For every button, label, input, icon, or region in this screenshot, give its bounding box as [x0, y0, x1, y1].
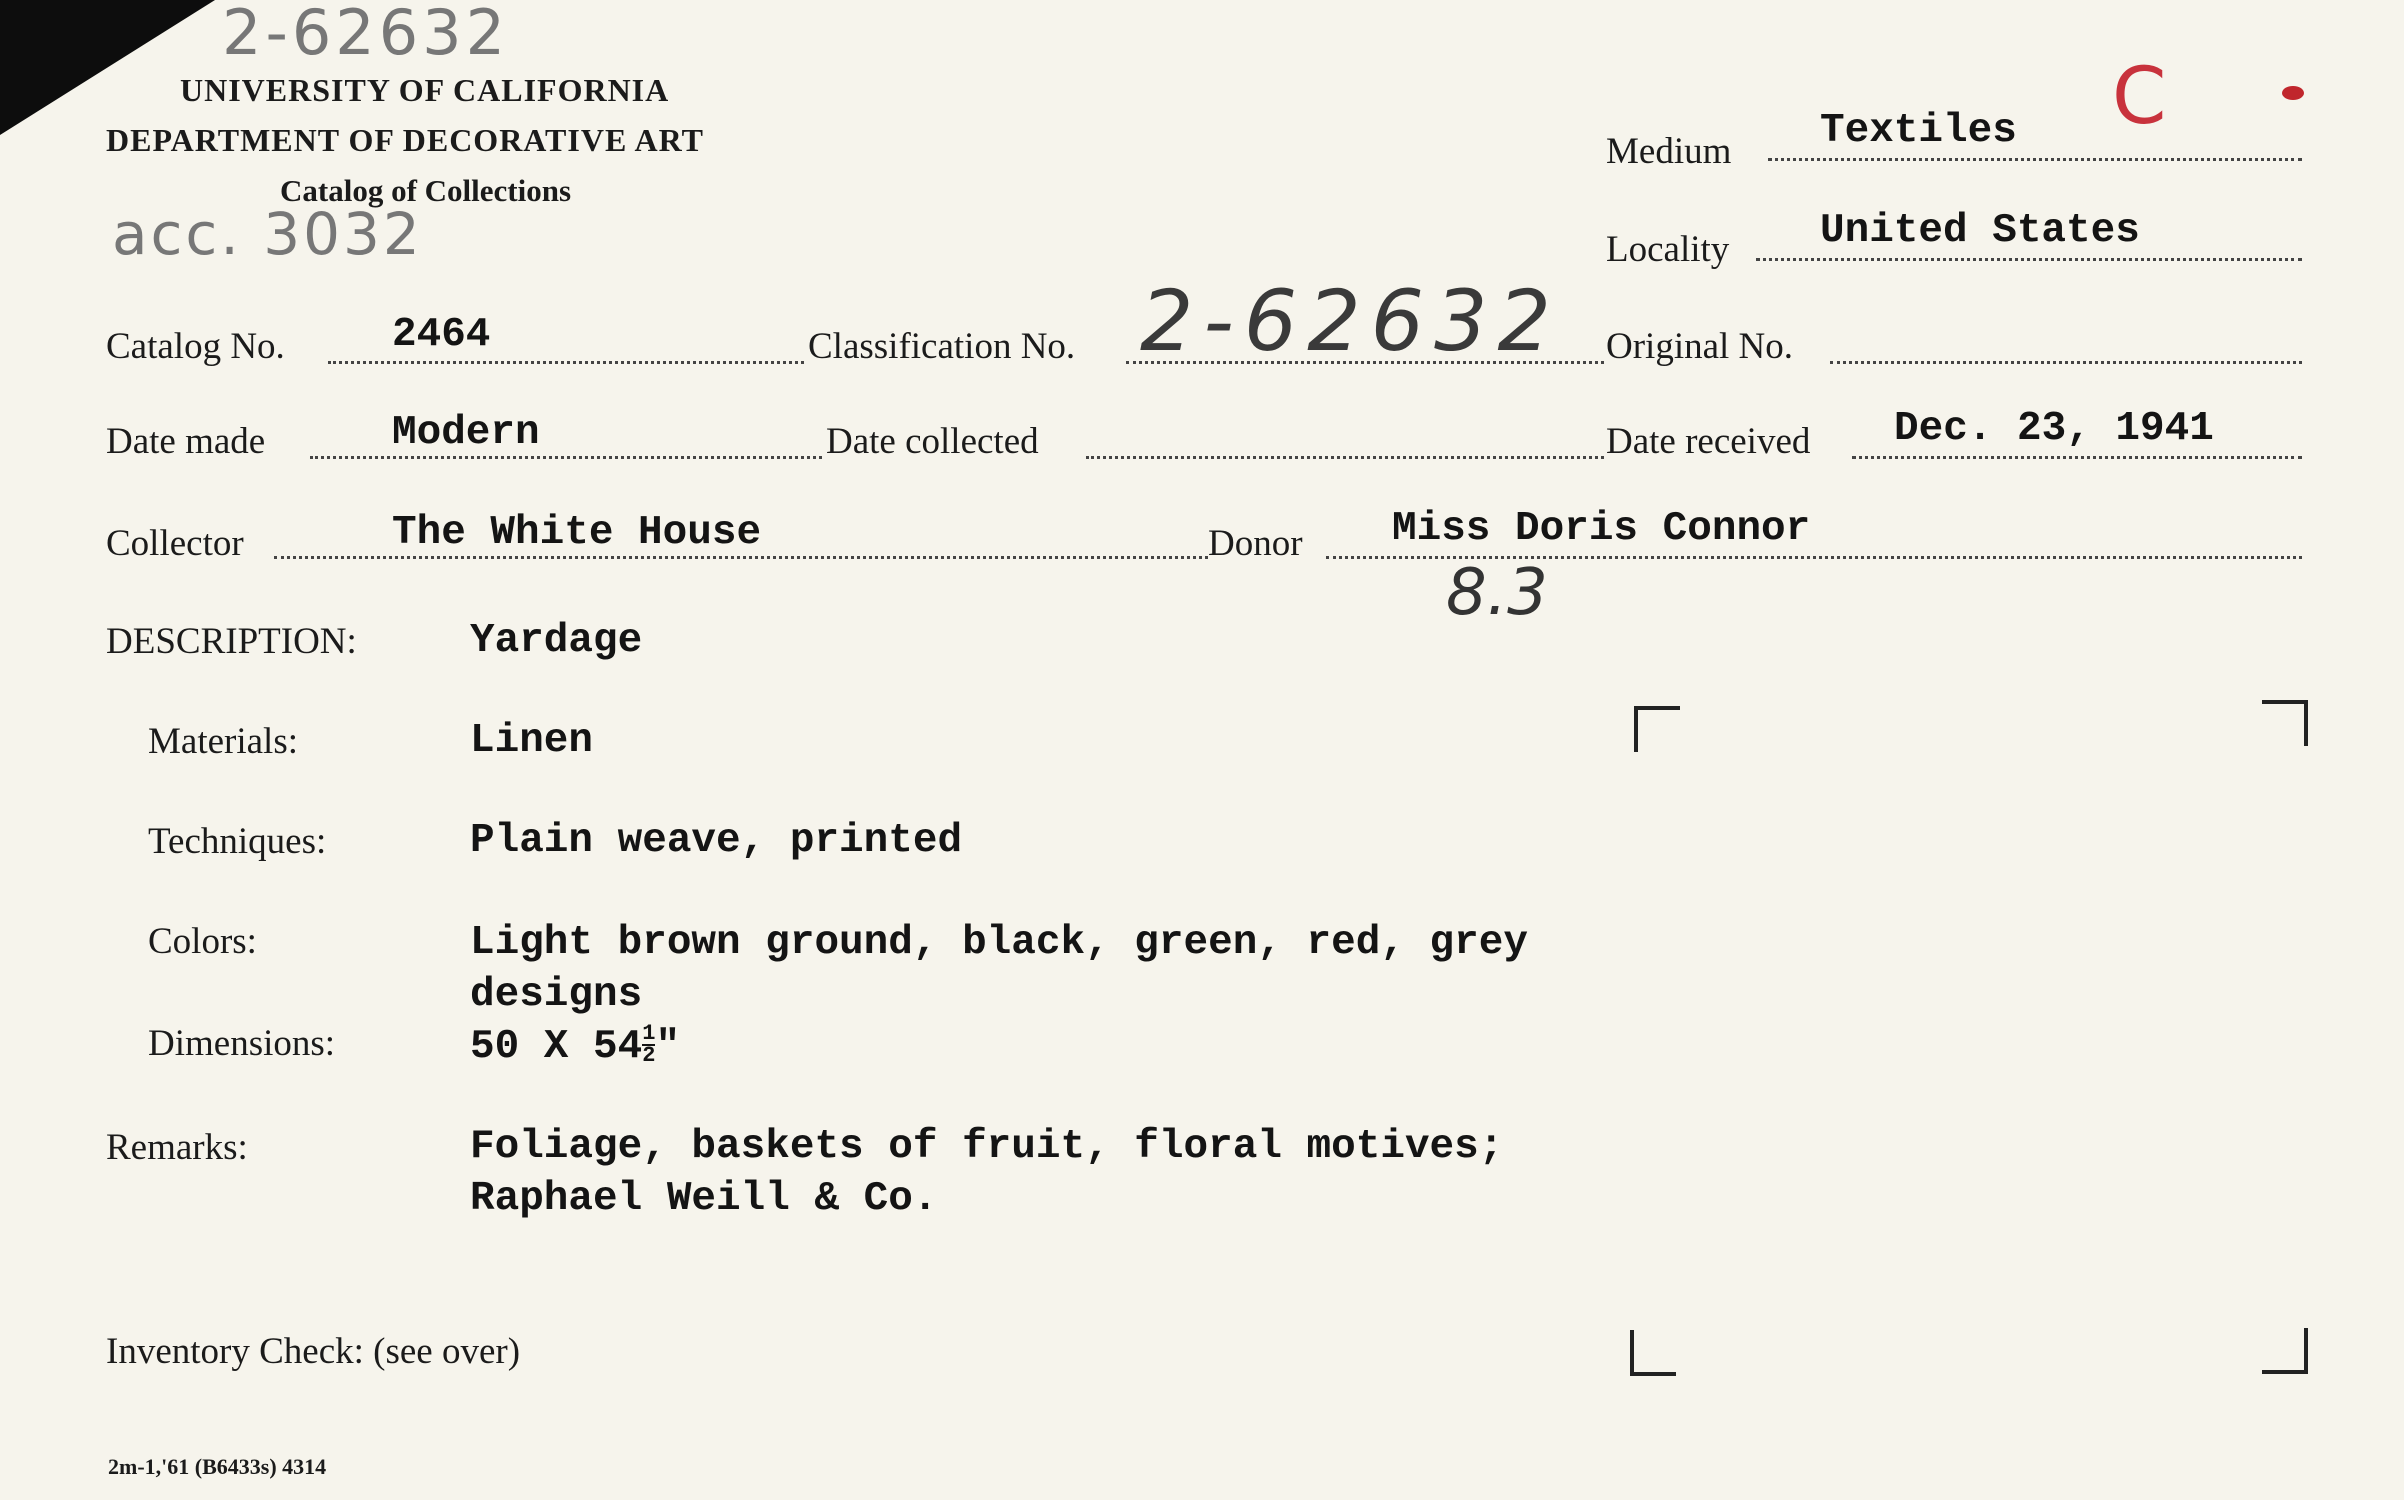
- dimensions-label: Dimensions:: [148, 1023, 336, 1064]
- classification-no-handwritten: 2-62632: [1140, 272, 1561, 370]
- colors-value-line1: Light brown ground, black, green, red, grey: [470, 920, 1528, 966]
- description-label: DESCRIPTION:: [106, 621, 357, 662]
- original-no-label: Original No.: [1606, 326, 1794, 367]
- date-made-label: Date made: [106, 421, 266, 462]
- medium-label: Medium: [1606, 131, 1732, 172]
- date-made-line: [310, 456, 822, 459]
- remarks-label: Remarks:: [106, 1127, 248, 1168]
- remarks-line2: Raphael Weill & Co.: [470, 1176, 938, 1222]
- red-ink-blot: [2282, 86, 2304, 100]
- catalog-no-line: [328, 361, 804, 364]
- medium-value: Textiles: [1820, 108, 2017, 154]
- dimensions-number: 50 X 54: [470, 1024, 643, 1070]
- remarks-line1: Foliage, baskets of fruit, floral motives;: [470, 1124, 1504, 1170]
- accession-number-handwritten: acc. 3032: [112, 200, 423, 268]
- date-collected-line: [1086, 456, 1604, 459]
- techniques-label: Techniques:: [148, 821, 327, 862]
- donor-value: Miss Doris Connor: [1392, 506, 1811, 552]
- donor-handwritten-note: 8.3: [1446, 556, 1548, 630]
- collector-line: [274, 556, 1208, 559]
- colors-label: Colors:: [148, 921, 257, 962]
- catalog-no-value: 2464: [392, 312, 491, 358]
- card-corner-tab: [0, 0, 215, 135]
- dimensions-unit: ": [655, 1024, 681, 1070]
- locality-label: Locality: [1606, 229, 1730, 270]
- department-name: DEPARTMENT OF DECORATIVE ART: [106, 122, 704, 158]
- locality-value: United States: [1820, 208, 2140, 254]
- red-c-mark: C: [2112, 52, 2167, 142]
- collector-value: The White House: [392, 510, 762, 556]
- date-made-value: Modern: [392, 410, 540, 456]
- catalog-no-label: Catalog No.: [106, 326, 285, 367]
- collector-label: Collector: [106, 523, 244, 564]
- classification-no-label: Classification No.: [808, 326, 1076, 367]
- crop-mark-bottom-left: [1630, 1330, 1676, 1376]
- dimensions-fraction: [642, 1021, 656, 1068]
- donor-label: Donor: [1208, 523, 1303, 564]
- materials-label: Materials:: [148, 721, 299, 762]
- dimensions-fraction-numerator: 1: [642, 1021, 656, 1046]
- date-received-label: Date received: [1606, 421, 1811, 462]
- crop-mark-top-right: [2262, 700, 2308, 746]
- inventory-check: Inventory Check: (see over): [106, 1331, 521, 1372]
- institution-name: UNIVERSITY OF CALIFORNIA: [180, 72, 670, 108]
- locality-line: [1756, 258, 2302, 261]
- original-no-line: [1830, 361, 2302, 364]
- medium-line: [1768, 158, 2302, 161]
- dimensions-value: [470, 1021, 681, 1070]
- date-received-line: [1852, 456, 2302, 459]
- dimensions-fraction-denominator: 2: [642, 1043, 656, 1068]
- materials-value: Linen: [470, 718, 594, 764]
- crop-mark-bottom-right: [2262, 1328, 2308, 1374]
- description-value: Yardage: [470, 618, 643, 664]
- handwritten-catalog-number: 2-62632: [222, 0, 510, 69]
- date-collected-label: Date collected: [826, 421, 1039, 462]
- crop-mark-top-left: [1634, 706, 1680, 752]
- catalog-title: Catalog of Collections: [280, 173, 572, 208]
- techniques-value: Plain weave, printed: [470, 818, 963, 864]
- print-code: 2m-1,'61 (B6433s) 4314: [108, 1454, 327, 1479]
- colors-value-line2: designs: [470, 972, 643, 1018]
- date-received-value: Dec. 23, 1941: [1894, 406, 2214, 452]
